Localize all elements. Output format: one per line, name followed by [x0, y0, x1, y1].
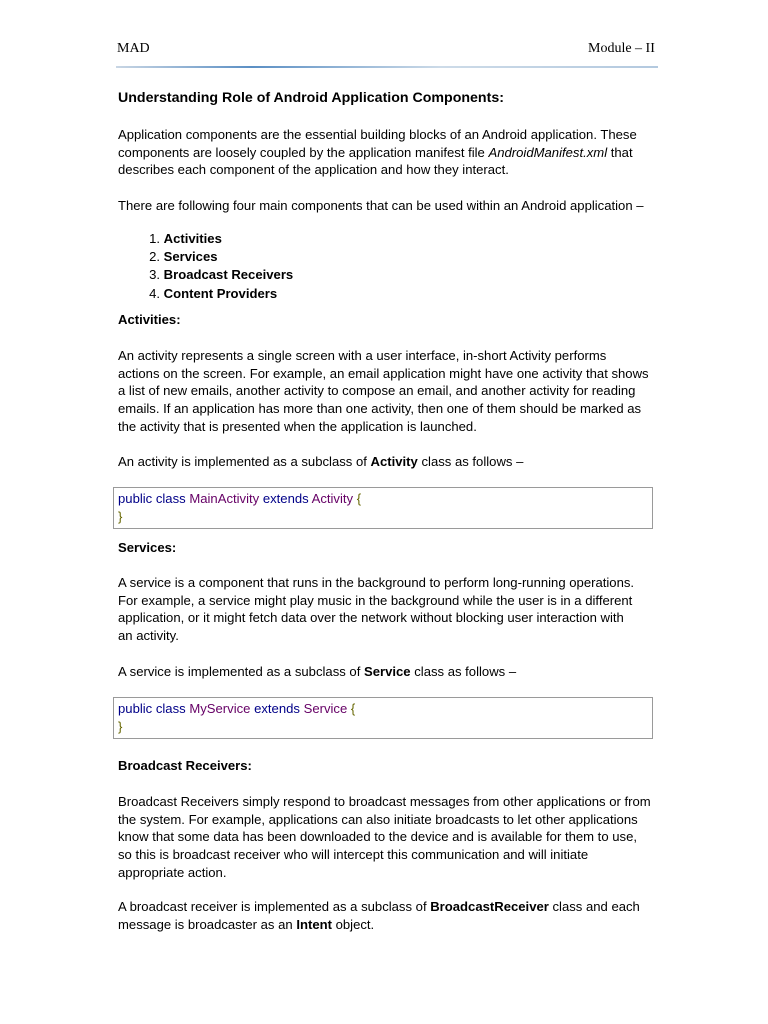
activity-code-block: public class MainActivity extends Activity { }	[113, 487, 653, 529]
activities-heading: Activities:	[118, 312, 181, 327]
intro-paragraph	[118, 126, 658, 179]
intro-line: describes each component of the application and how they interact.	[118, 162, 509, 178]
four-components-line: There are following four main components that can be used within an Android application –	[118, 198, 644, 213]
page-title: Understanding Role of Android Application Components:	[118, 90, 504, 106]
header-course: MAD	[117, 41, 150, 56]
manifest-filename: AndroidManifest.xml	[488, 144, 608, 160]
service-code-block: public class MyService extends Service { }	[113, 697, 653, 739]
list-item: 2. Services	[149, 249, 218, 265]
intro-line: Application components are the essential building blocks of an Android application. These	[118, 127, 637, 142]
header-module: Module – II	[588, 41, 655, 56]
header-divider	[116, 66, 658, 68]
activities-paragraph: An activity represents a single screen with a user interface, in-short Activity performs actions on the screen. For example, an email application might have one activity that shows a list of new emails, another activity to compose an email, and another activity for reading emails. If an application has more than one activity, then one of them should be marked as the activity that is presented when the application is launched.	[118, 348, 649, 434]
services-paragraph: A service is a component that runs in the background to perform long-running operations. For example, a service might play music in the background while the user is in a different application, or it might fetch data over the network without blocking user interaction with an activity.	[118, 575, 635, 644]
services-heading: Services:	[118, 540, 177, 555]
broadcast-paragraph: Broadcast Receivers simply respond to broadcast messages from other applications or from the system. For example, applications can also initiate broadcasts to let other applications know that some data has been downloaded to the device and is available for them to use, so this is broadcast receiver who will intercept this communication and will initiate appropriate action.	[118, 794, 651, 880]
broadcast-heading: Broadcast Receivers:	[118, 758, 252, 773]
broadcast-impl-paragraph: A broadcast receiver is implemented as a subclass of BroadcastReceiver class and each message is broadcaster as an Intent object.	[118, 899, 640, 932]
intro-line: components are loosely coupled by the application manifest file AndroidManifest.xml that	[118, 144, 633, 160]
activity-impl-line: An activity is implemented as a subclass of Activity class as follows –	[118, 454, 524, 469]
components-list	[118, 230, 293, 303]
service-impl-line: A service is implemented as a subclass of Service class as follows –	[118, 664, 517, 679]
list-item: 1. Activities	[149, 231, 222, 246]
list-item: 4. Content Providers	[149, 285, 278, 301]
list-item: 3. Broadcast Receivers	[149, 267, 294, 283]
